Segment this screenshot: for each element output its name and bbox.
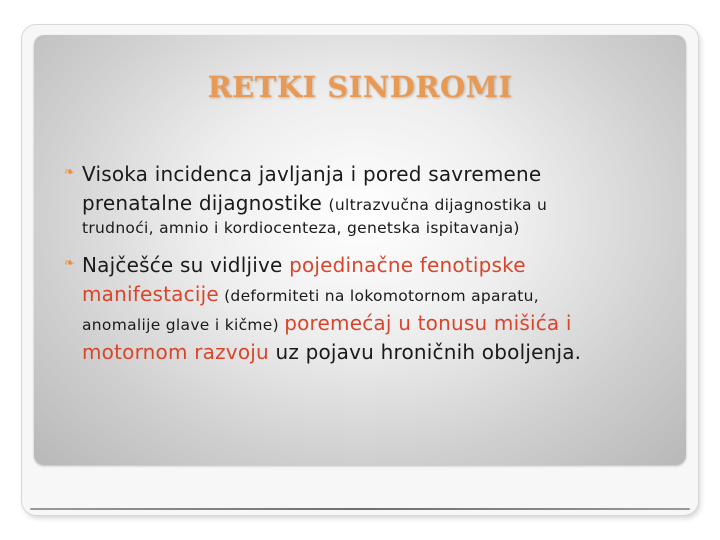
bullet-icon: ❧ [64, 256, 75, 271]
bullet-text: uz pojavu hroničnih oboljenja. [268, 340, 582, 364]
highlighted-text: pojedinačne fenotipske [289, 253, 526, 277]
bullet-line [82, 189, 686, 218]
slide-title: RETKI SINDROMI [207, 70, 513, 104]
bullet-line [82, 160, 686, 189]
highlighted-text: poremećaj u tonusu mišića i [284, 311, 572, 335]
bullet-text: (ultrazvučna dijagnostika u [328, 196, 548, 214]
bullet-text: trudnoći, amnio i kordiocenteza, genetska ispitavanja) [82, 219, 520, 237]
bullet-item [62, 160, 686, 237]
slide-content [62, 160, 686, 381]
bullet-line [82, 251, 686, 280]
bullet-text: anomalije glave i kičme) [82, 316, 285, 334]
bottom-divider [30, 508, 690, 510]
highlighted-text: manifestacije [82, 282, 219, 306]
bullet-line [82, 280, 686, 309]
bullet-text: (deformiteti na lokomotornom aparatu, [218, 287, 540, 305]
bullet-line [82, 309, 686, 338]
bullet-item [62, 251, 686, 367]
bullet-text: Najčešće su vidljive [82, 253, 290, 277]
bullet-line [82, 338, 686, 367]
bullet-text: Visoka incidenca javljanja i pored savremene [82, 162, 542, 186]
bullet-line [82, 218, 686, 237]
bullet-text: prenatalne dijagnostike [82, 191, 329, 215]
bullet-icon: ❧ [64, 165, 75, 180]
highlighted-text: motornom razvoju [82, 340, 269, 364]
